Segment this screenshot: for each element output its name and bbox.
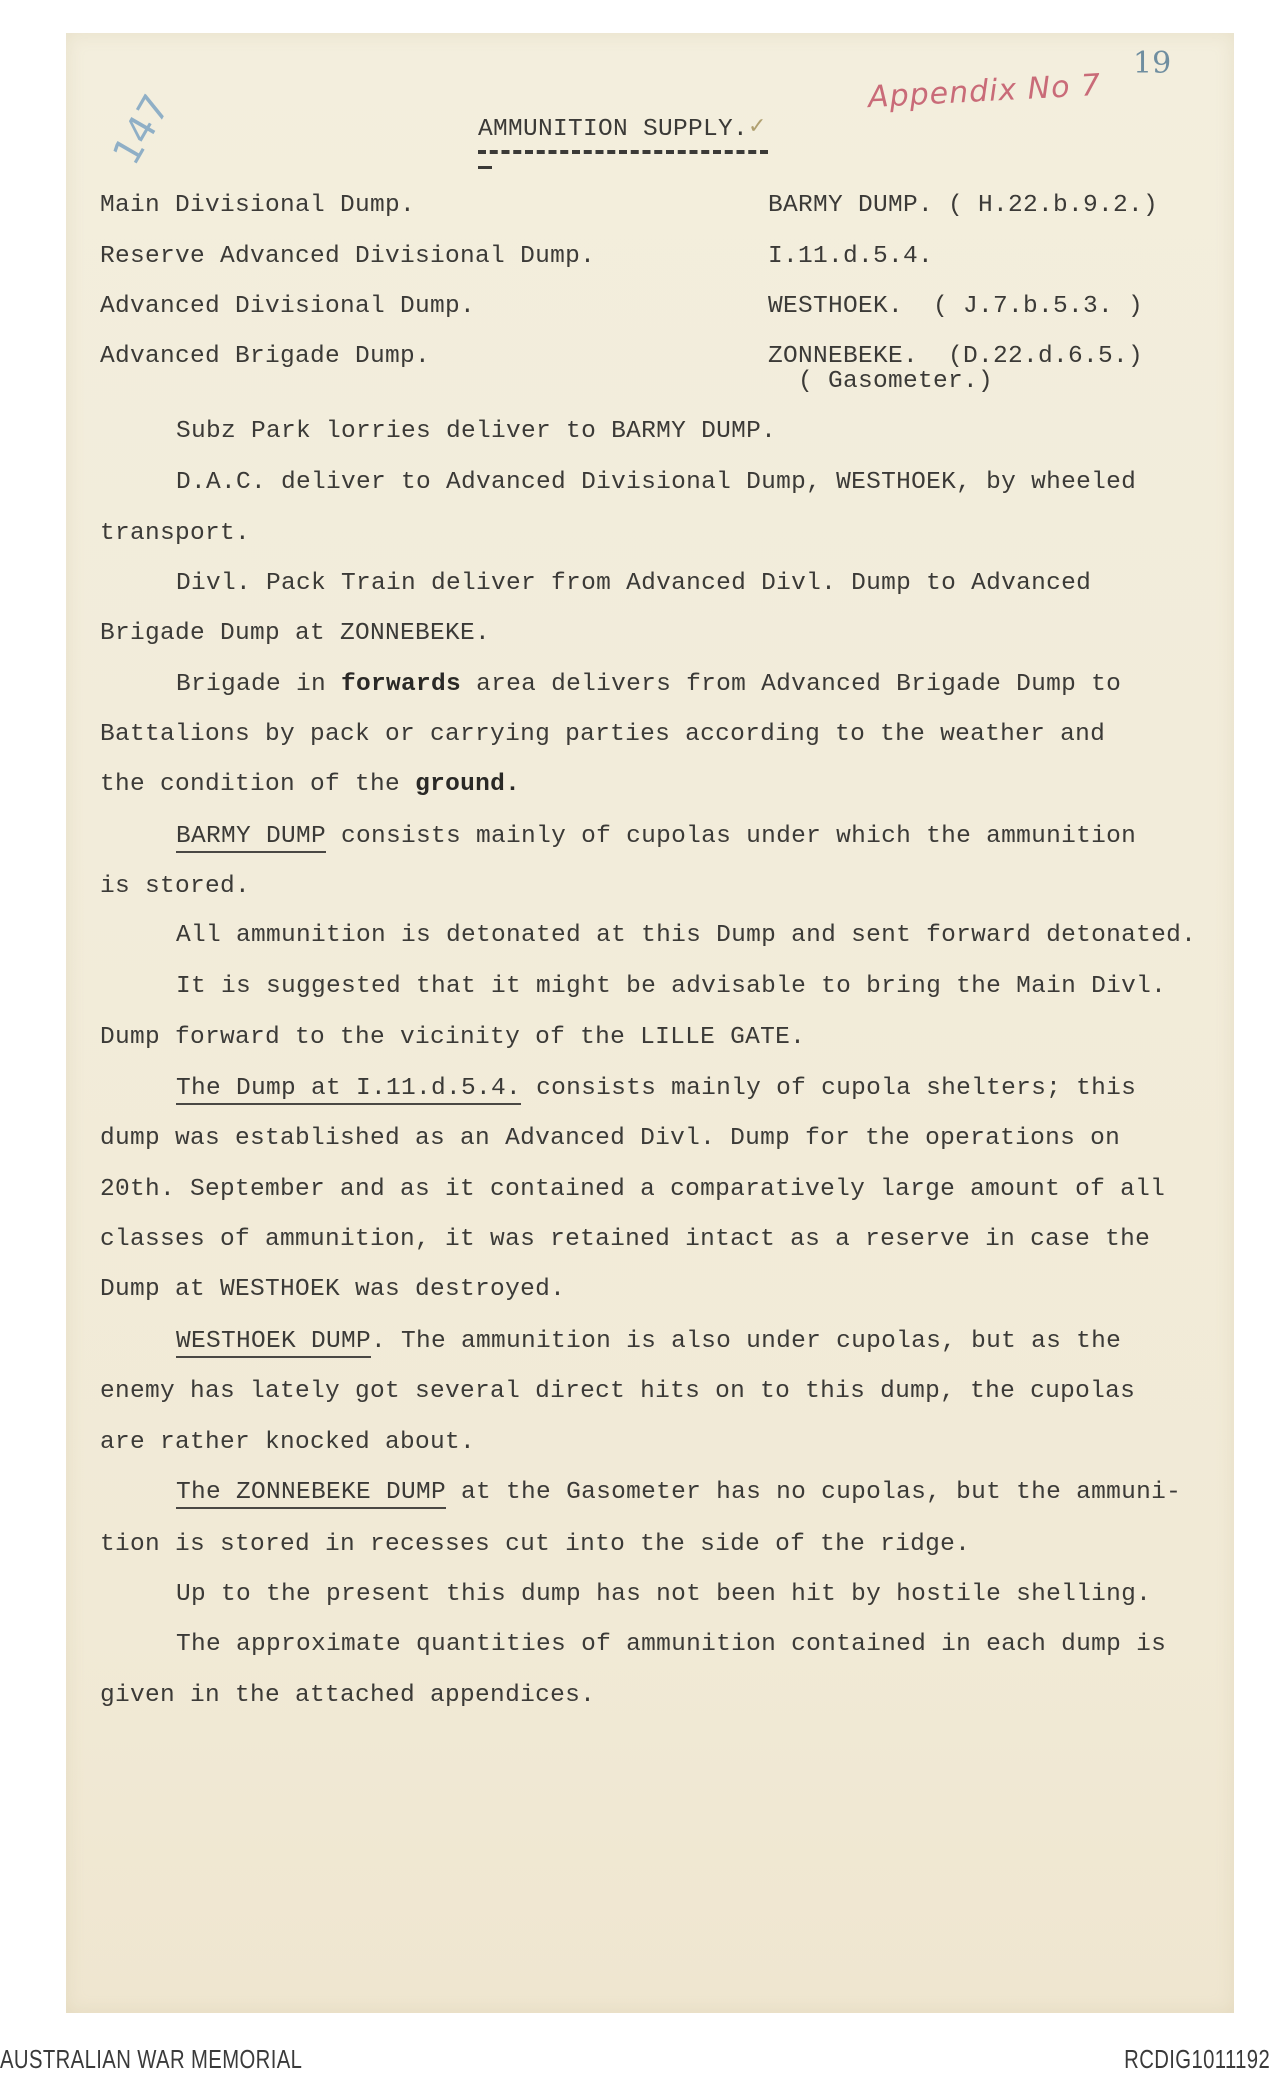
corrected-word: forwards bbox=[341, 671, 462, 698]
dump-location: WESTHOEK. ( J.7.b.5.3. ) bbox=[768, 293, 1144, 320]
text-run: at the Gasometer has no cupolas, but the ammuni- bbox=[446, 1479, 1182, 1506]
dump-name: Main Divisional Dump. bbox=[100, 192, 416, 219]
paragraph-line: 20th. September and as it contained a comparatively large amount of all bbox=[100, 1176, 1166, 1203]
paragraph-line bbox=[176, 1330, 1121, 1355]
text-run: Brigade in bbox=[176, 671, 342, 698]
paragraph-line bbox=[176, 825, 1136, 850]
corrected-word: ground. bbox=[415, 771, 521, 798]
underlined-heading: The Dump at I.11.d.5.4. bbox=[176, 1075, 521, 1105]
paragraph-line: The approximate quantities of ammunition contained in each dump is bbox=[176, 1631, 1167, 1658]
paragraph-line: Brigade Dump at ZONNEBEKE. bbox=[100, 620, 491, 647]
paragraph-line: are rather knocked about. bbox=[100, 1429, 476, 1456]
paragraph-line: Subz Park lorries deliver to BARMY DUMP. bbox=[176, 418, 777, 445]
dump-location: BARMY DUMP. ( H.22.b.9.2.) bbox=[768, 192, 1159, 219]
text-run: area delivers from Advanced Brigade Dump to bbox=[461, 671, 1122, 698]
underlined-heading: The ZONNEBEKE DUMP bbox=[176, 1479, 446, 1509]
dump-location-note: ( Gasometer.) bbox=[798, 368, 994, 395]
paragraph-line: Divl. Pack Train deliver from Advanced Divl. Dump to Advanced bbox=[176, 570, 1092, 597]
dump-name: Advanced Divisional Dump. bbox=[100, 293, 476, 320]
paragraph-line bbox=[176, 673, 1121, 698]
paragraph-line: D.A.C. deliver to Advanced Divisional Dump, WESTHOEK, by wheeled bbox=[176, 469, 1137, 496]
dump-name: Reserve Advanced Divisional Dump. bbox=[100, 243, 596, 270]
underlined-heading: WESTHOEK DUMP bbox=[176, 1328, 371, 1358]
title-underline bbox=[478, 150, 768, 154]
paragraph-line: It is suggested that it might be advisable to bring the Main Divl. bbox=[176, 973, 1167, 1000]
paragraph-line: Battalions by pack or carrying parties according to the weather and bbox=[100, 721, 1106, 748]
check-mark-icon: ✓ bbox=[748, 114, 767, 139]
paragraph-line: given in the attached appendices. bbox=[100, 1682, 596, 1709]
document-title bbox=[478, 114, 767, 143]
paragraph-line: is stored. bbox=[100, 873, 251, 900]
dump-location: ZONNEBEKE. (D.22.d.6.5.) bbox=[768, 343, 1144, 370]
dump-name: Advanced Brigade Dump. bbox=[100, 343, 431, 370]
title-underline-mark bbox=[478, 166, 492, 169]
dump-location: I.11.d.5.4. bbox=[768, 243, 934, 270]
folio-number: 19 bbox=[1133, 46, 1172, 81]
paragraph-line: enemy has lately got several direct hits on to this dump, the cupolas bbox=[100, 1378, 1136, 1405]
institution-credit: AUSTRALIAN WAR MEMORIAL bbox=[0, 2044, 303, 2074]
text-run: the condition of the bbox=[100, 771, 416, 798]
appendix-annotation: Appendix No 7 bbox=[867, 67, 1102, 116]
paragraph-line: Dump at WESTHOEK was destroyed. bbox=[100, 1276, 566, 1303]
paragraph-line: Dump forward to the vicinity of the LILLE GATE. bbox=[100, 1024, 806, 1051]
paragraph-line: All ammunition is detonated at this Dump and sent forward detonated. bbox=[176, 922, 1197, 949]
text-run: . The ammunition is also under cupolas, but as the bbox=[371, 1328, 1122, 1355]
document-page bbox=[66, 33, 1234, 2013]
record-id: RCDIG1011192 bbox=[1124, 2044, 1270, 2074]
paragraph-line: transport. bbox=[100, 520, 251, 547]
paragraph-line bbox=[176, 1077, 1136, 1102]
text-run: consists mainly of cupolas under which the ammunition bbox=[326, 823, 1137, 850]
title-text: AMMUNITION SUPPLY. bbox=[478, 116, 749, 143]
paragraph-line: dump was established as an Advanced Divl. Dump for the operations on bbox=[100, 1125, 1121, 1152]
paragraph-line: Up to the present this dump has not been hit by hostile shelling. bbox=[176, 1581, 1152, 1608]
stamp-number: 147 bbox=[103, 87, 179, 172]
underlined-heading: BARMY DUMP bbox=[176, 823, 326, 853]
text-run: consists mainly of cupola shelters; this bbox=[521, 1075, 1137, 1102]
paragraph-line bbox=[100, 773, 520, 798]
paragraph-line: tion is stored in recesses cut into the side of the ridge. bbox=[100, 1531, 971, 1558]
paragraph-line: classes of ammunition, it was retained intact as a reserve in case the bbox=[100, 1226, 1151, 1253]
paragraph-line bbox=[176, 1481, 1181, 1506]
